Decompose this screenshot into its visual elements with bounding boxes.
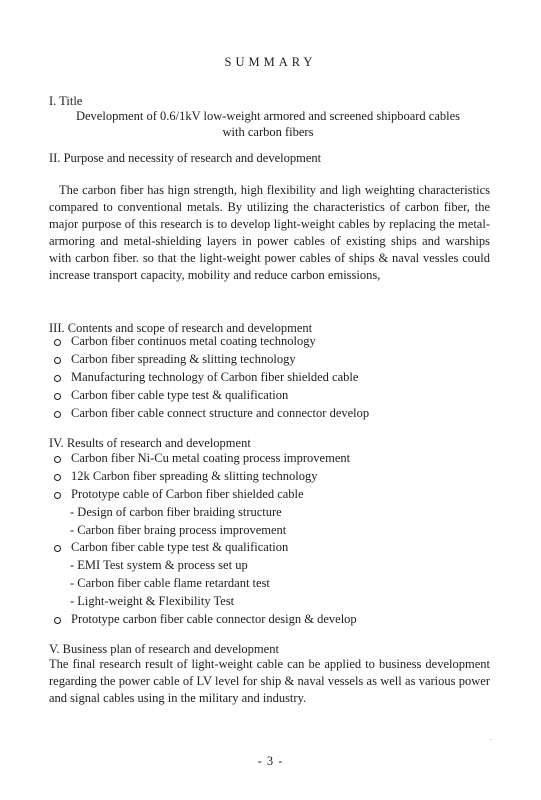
circle-bullet-icon bbox=[54, 357, 61, 364]
list-item: Prototype carbon fiber cable connector design & develop bbox=[53, 611, 357, 629]
section-title-heading: I. Title bbox=[49, 94, 83, 108]
scan-speck bbox=[490, 739, 491, 740]
circle-bullet-icon bbox=[54, 474, 61, 481]
summary-title: SUMMARY bbox=[224, 55, 317, 69]
list-item: Carbon fiber continuos metal coating technology bbox=[53, 333, 369, 351]
circle-bullet-icon bbox=[54, 492, 61, 499]
section-purpose-heading: II. Purpose and necessity of research and development bbox=[49, 151, 322, 165]
section-contents-heading: III. Contents and scope of research and development bbox=[49, 321, 313, 335]
sub-list-item: - EMI Test system & process set up bbox=[70, 558, 248, 573]
list-item: Manufacturing technology of Carbon fiber shielded cable bbox=[53, 369, 369, 387]
sub-list-item: - Carbon fiber cable flame retardant test bbox=[70, 576, 270, 591]
list-item: Carbon fiber cable connect structure and connector develop bbox=[53, 405, 369, 423]
business-paragraph: The final research result of light-weight cable can be applied to business development regarding the power cable of LV level for ship & naval vessels as well as various power and signal cables using in the military and industry. bbox=[49, 657, 490, 705]
report-title-line-1: Development of 0.6/1kV low-weight armored and screened shipboard cables bbox=[75, 109, 461, 123]
circle-bullet-icon bbox=[54, 375, 61, 382]
purpose-paragraph: The carbon fiber has hign strength, high flexibility and ligh weighting characteristics compared to conventional metals. By utilizing the characteristics of carbon fiber, the major purpose of this research is to develop light-weight cables by replacing the metal-armoring and metal-shielding layers in power cables of existing ships and warships with carbon fiber. so that the light-weight power cables of ships & naval vessles could increase transport capacity, mobility and reduce carbon emissions, bbox=[49, 183, 490, 282]
list-item: Carbon fiber spreading & slitting technology bbox=[53, 351, 369, 369]
sub-list-item: - Carbon fiber braing process improvement bbox=[70, 522, 287, 537]
page-number: - 3 - bbox=[257, 754, 284, 768]
results-list bbox=[53, 450, 357, 629]
report-title bbox=[56, 109, 480, 140]
sub-list-item: - Light-weight & Flexibility Test bbox=[70, 594, 235, 609]
list-item: Carbon fiber cable type test & qualification bbox=[53, 539, 357, 557]
circle-bullet-icon bbox=[54, 411, 61, 418]
circle-bullet-icon bbox=[54, 393, 61, 400]
list-item: Carbon fiber cable type test & qualification bbox=[53, 387, 369, 405]
circle-bullet-icon bbox=[54, 617, 61, 624]
circle-bullet-icon bbox=[54, 456, 61, 463]
list-item: Carbon fiber Ni-Cu metal coating process improvement bbox=[53, 450, 357, 468]
section-results-heading: IV. Results of research and development bbox=[49, 436, 251, 450]
report-title-line-2: with carbon fibers bbox=[222, 124, 314, 139]
sub-list-item: - Design of carbon fiber braiding structure bbox=[70, 504, 282, 519]
section-business-heading: V. Business plan of research and development bbox=[49, 642, 279, 656]
circle-bullet-icon bbox=[54, 545, 61, 552]
list-item: 12k Carbon fiber spreading & slitting technology bbox=[53, 468, 357, 486]
list-item: Prototype cable of Carbon fiber shielded cable bbox=[53, 486, 357, 504]
contents-list bbox=[53, 333, 369, 422]
circle-bullet-icon bbox=[54, 339, 61, 346]
